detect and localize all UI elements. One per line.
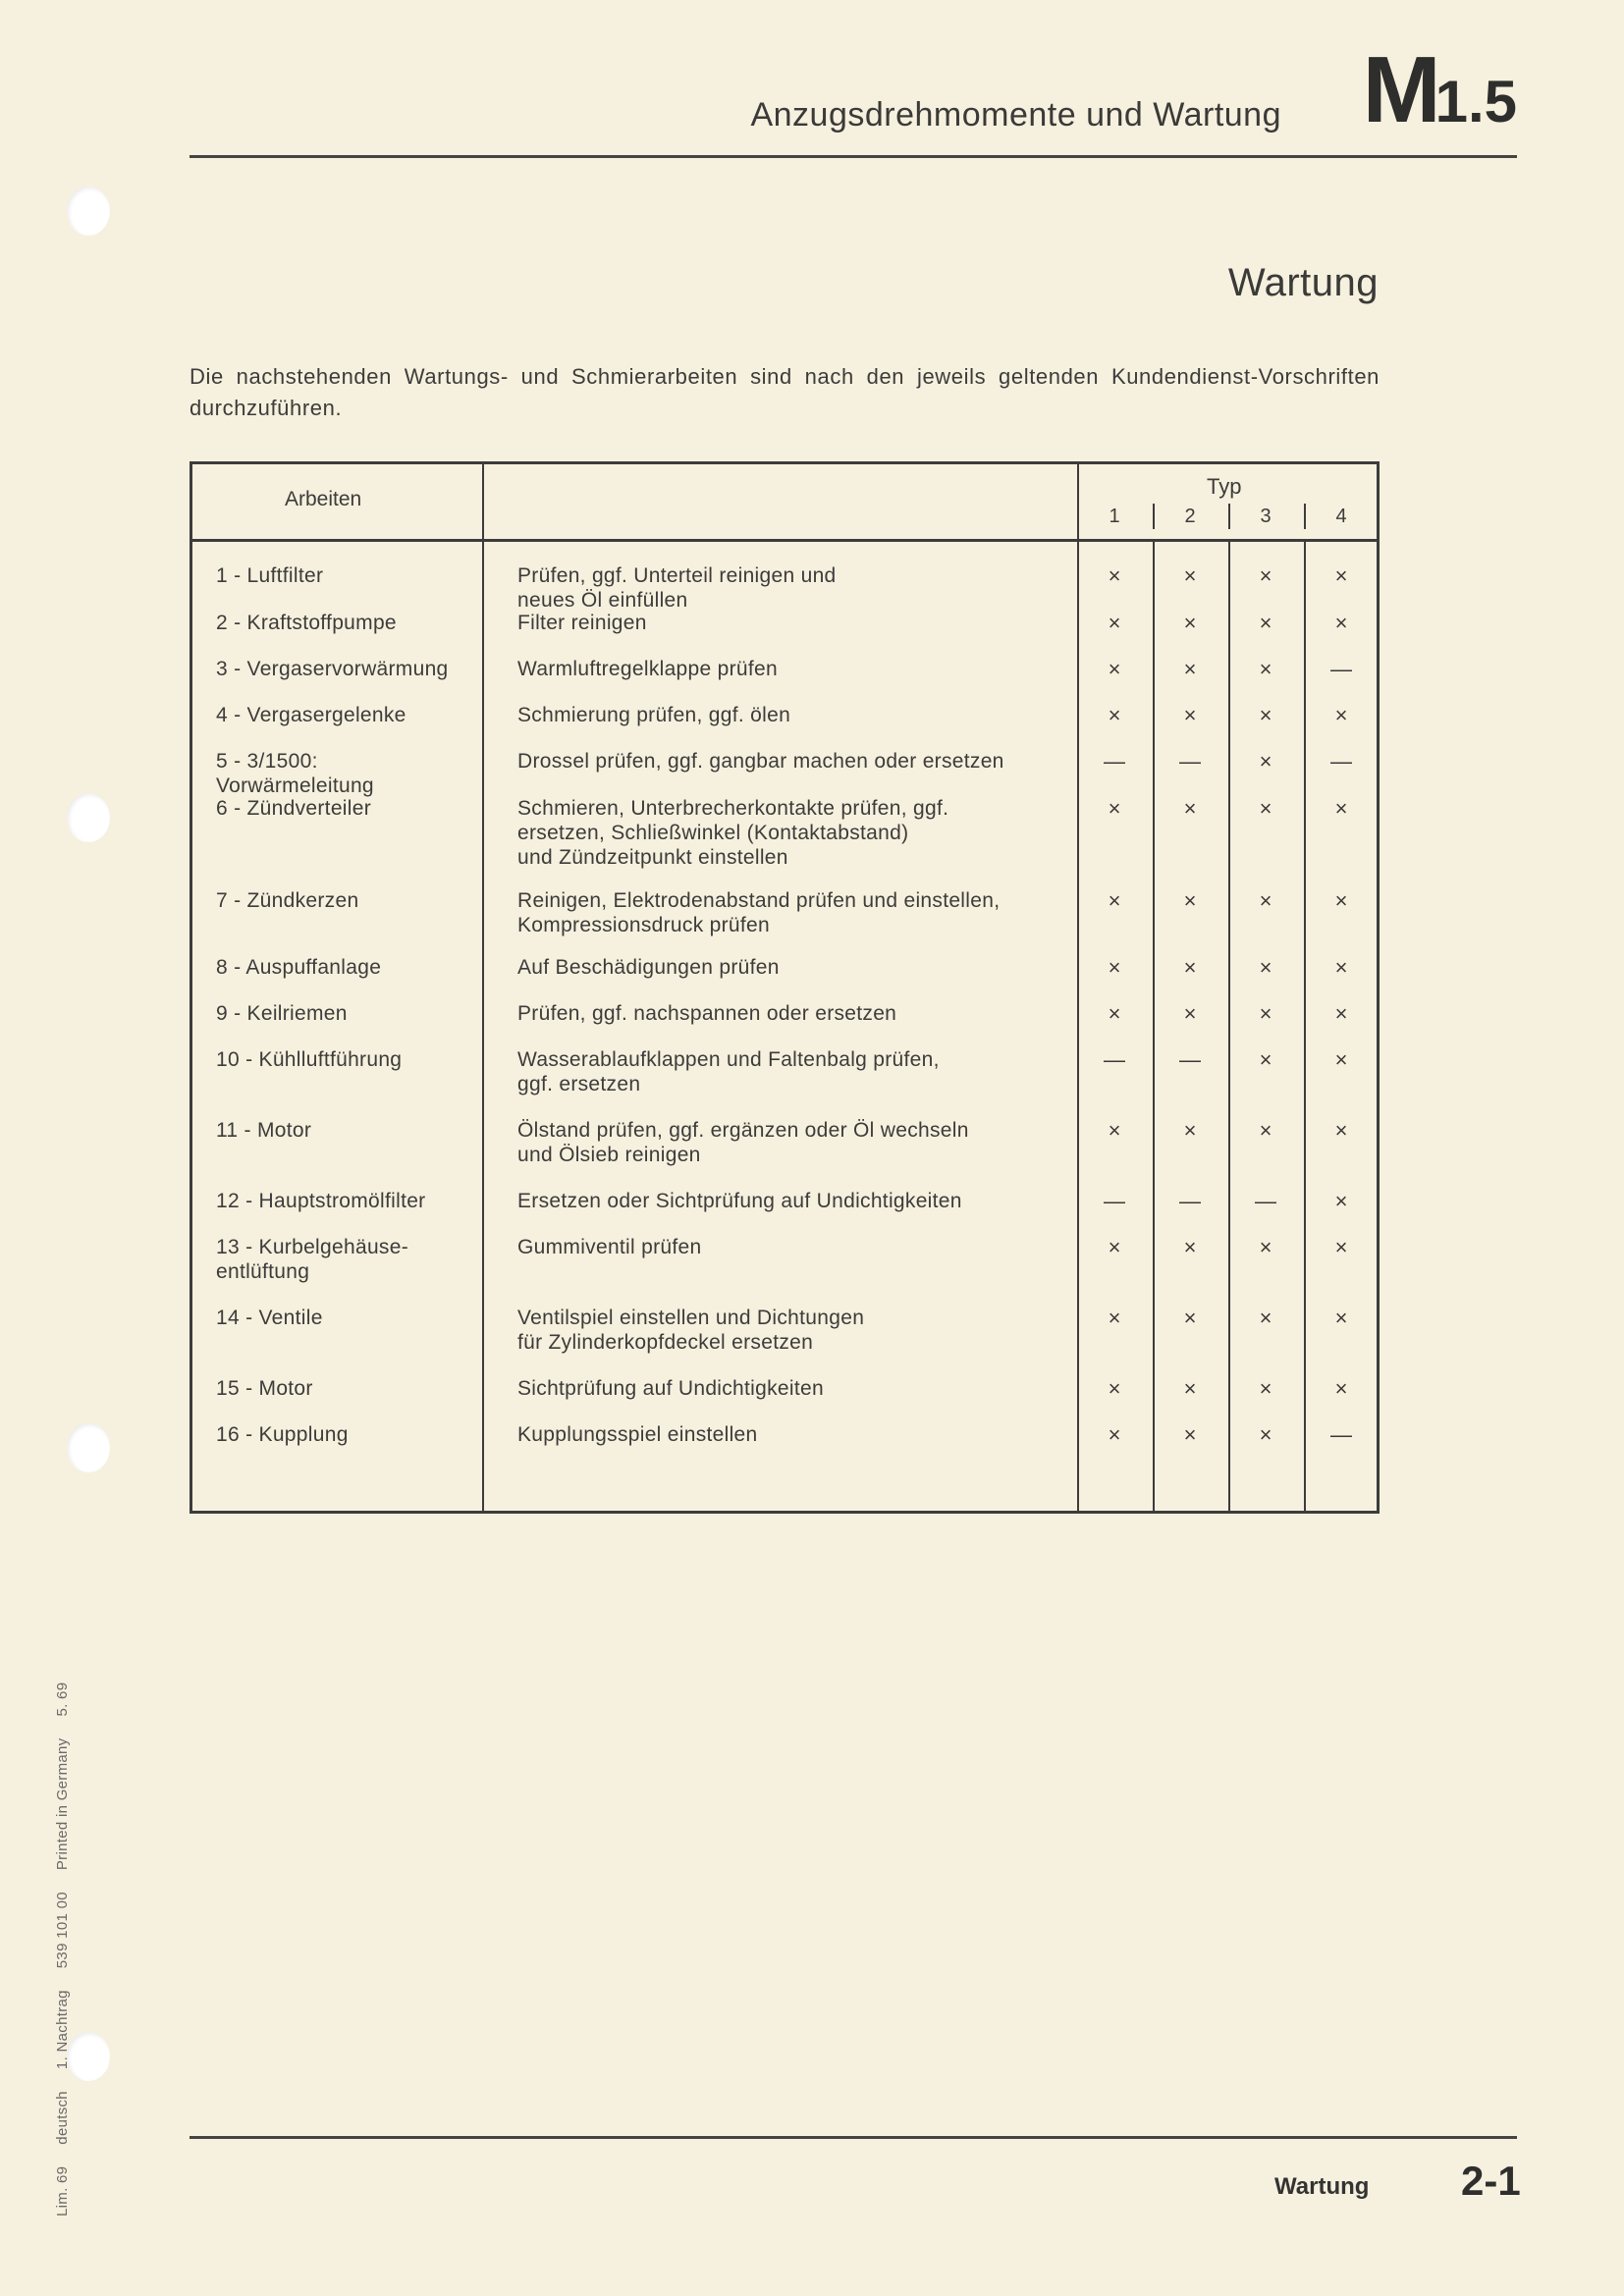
imprint-date: 5. 69 xyxy=(54,1682,71,1717)
row-item: 14 - Ventile xyxy=(216,1307,323,1329)
typ-number-4: 4 xyxy=(1335,506,1347,527)
typ-2-mark: × xyxy=(1183,563,1197,588)
typ-3-mark: × xyxy=(1259,1306,1272,1330)
typ-1-mark: × xyxy=(1108,1376,1121,1401)
footer-rule xyxy=(189,2136,1517,2139)
table-divider-typ xyxy=(1077,464,1079,1511)
row-item: 9 - Keilriemen xyxy=(216,1002,348,1025)
punch-hole-4 xyxy=(67,2032,110,2081)
typ-2-mark: × xyxy=(1183,1306,1197,1330)
intro-paragraph: Die nachstehenden Wartungs- und Schmierarbeiten sind nach den jeweils geltenden Kundendienst-Vorschriften durchzuführen. xyxy=(189,364,1380,420)
typ-2-mark: × xyxy=(1183,796,1197,821)
row-task: Prüfen, ggf. Unterteil reinigen und neues Öl einfüllen xyxy=(517,564,837,612)
page-header xyxy=(189,39,1517,159)
typ-3-mark: — xyxy=(1255,1189,1276,1213)
row-task: Schmieren, Unterbrecherkontakte prüfen, ggf. ersetzen, Schließwinkel (Kontaktabstand) und Zündzeitpunkt einstellen xyxy=(517,797,949,869)
typ-1-mark: × xyxy=(1108,1001,1121,1026)
typ-2-mark: — xyxy=(1179,1047,1201,1072)
row-task: Schmierung prüfen, ggf. ölen xyxy=(517,704,791,726)
section-code-number: 1.5 xyxy=(1435,69,1517,134)
typ-3-mark: × xyxy=(1259,703,1272,727)
typ-2-mark: — xyxy=(1179,749,1201,774)
imprint-line xyxy=(54,1661,71,2216)
typ-1-mark: × xyxy=(1108,1306,1121,1330)
typ-4-mark: — xyxy=(1330,1422,1352,1447)
row-task: Wasserablaufklappen und Faltenbalg prüfen, ggf. ersetzen xyxy=(517,1048,940,1095)
typ-4-mark: × xyxy=(1334,563,1348,588)
typ-4-mark: × xyxy=(1334,1306,1348,1330)
page-number: 2-1 xyxy=(1461,2158,1521,2204)
maintenance-table xyxy=(189,461,1380,1514)
row-item: 3 - Vergaservorwärmung xyxy=(216,658,449,680)
row-item: 5 - 3/1500: Vorwärmeleitung xyxy=(216,750,374,797)
typ-3-mark: × xyxy=(1259,796,1272,821)
row-item: 1 - Luftfilter xyxy=(216,564,324,587)
typ-1-mark: × xyxy=(1108,888,1121,913)
table-divider-typ-1 xyxy=(1153,539,1155,1511)
typ-4-mark: × xyxy=(1334,888,1348,913)
row-item: 15 - Motor xyxy=(216,1377,313,1400)
typ-2-mark: × xyxy=(1183,1422,1197,1447)
typ-1-mark: × xyxy=(1108,563,1121,588)
typ-4-mark: × xyxy=(1334,1047,1348,1072)
row-item: 2 - Kraftstoffpumpe xyxy=(216,612,397,634)
punch-hole-2 xyxy=(67,793,110,842)
typ-1-mark: × xyxy=(1108,1235,1121,1259)
row-task: Auf Beschädigungen prüfen xyxy=(517,956,780,979)
row-task: Ölstand prüfen, ggf. ergänzen oder Öl wechseln und Ölsieb reinigen xyxy=(517,1119,969,1166)
typ-1-mark: — xyxy=(1104,1189,1125,1213)
row-item: 12 - Hauptstromölfilter xyxy=(216,1190,426,1212)
row-task: Warmluftregelklappe prüfen xyxy=(517,658,778,680)
footer-label: Wartung xyxy=(1274,2173,1370,2200)
typ-2-mark: × xyxy=(1183,611,1197,635)
header-rule xyxy=(189,155,1517,158)
typ-tick-3 xyxy=(1304,504,1306,529)
typ-3-mark: × xyxy=(1259,1047,1272,1072)
typ-3-mark: × xyxy=(1259,1118,1272,1143)
typ-2-mark: — xyxy=(1179,1189,1201,1213)
imprint-supplement: 1. Nachtrag xyxy=(54,1990,71,2070)
typ-2-mark: × xyxy=(1183,1235,1197,1259)
row-item: 11 - Motor xyxy=(216,1119,312,1142)
imprint-part-number: 539 101 00 xyxy=(54,1892,71,1969)
typ-1-mark: × xyxy=(1108,1118,1121,1143)
typ-4-mark: × xyxy=(1334,611,1348,635)
typ-3-mark: × xyxy=(1259,749,1272,774)
typ-2-mark: × xyxy=(1183,1118,1197,1143)
row-task: Reinigen, Elektrodenabstand prüfen und einstellen, Kompressionsdruck prüfen xyxy=(517,889,1001,936)
section-title: Wartung xyxy=(1227,261,1379,304)
typ-2-mark: × xyxy=(1183,955,1197,980)
typ-3-mark: × xyxy=(1259,611,1272,635)
row-item: 7 - Zündkerzen xyxy=(216,889,359,912)
imprint-printed: Printed in Germany xyxy=(54,1737,71,1871)
typ-4-mark: × xyxy=(1334,955,1348,980)
typ-2-mark: × xyxy=(1183,657,1197,681)
section-code xyxy=(1362,37,1517,142)
typ-tick-2 xyxy=(1228,504,1230,529)
typ-1-mark: × xyxy=(1108,657,1121,681)
row-task: Ersetzen oder Sichtprüfung auf Undichtigkeiten xyxy=(517,1190,962,1212)
typ-1-mark: — xyxy=(1104,749,1125,774)
typ-4-mark: × xyxy=(1334,1235,1348,1259)
row-task: Prüfen, ggf. nachspannen oder ersetzen xyxy=(517,1002,897,1025)
typ-4-mark: × xyxy=(1334,1118,1348,1143)
typ-3-mark: × xyxy=(1259,563,1272,588)
typ-4-mark: × xyxy=(1334,796,1348,821)
typ-3-mark: × xyxy=(1259,1235,1272,1259)
punch-hole-1 xyxy=(67,187,110,236)
punch-hole-3 xyxy=(67,1423,110,1472)
typ-4-mark: — xyxy=(1330,657,1352,681)
typ-3-mark: × xyxy=(1259,657,1272,681)
row-task: Kupplungsspiel einstellen xyxy=(517,1423,758,1446)
typ-3-mark: × xyxy=(1259,1422,1272,1447)
section-code-letter: M xyxy=(1362,37,1435,142)
row-item: 8 - Auspuffanlage xyxy=(216,956,382,979)
typ-1-mark: × xyxy=(1108,955,1121,980)
header-title: Anzugsdrehmomente und Wartung xyxy=(750,96,1281,133)
row-task: Gummiventil prüfen xyxy=(517,1236,702,1258)
typ-tick-1 xyxy=(1153,504,1155,529)
imprint-language: deutsch xyxy=(54,2091,71,2145)
row-item: 4 - Vergasergelenke xyxy=(216,704,406,726)
typ-1-mark: × xyxy=(1108,796,1121,821)
typ-number-3: 3 xyxy=(1260,506,1272,527)
typ-4-mark: × xyxy=(1334,1376,1348,1401)
table-divider-typ-3 xyxy=(1304,539,1306,1511)
typ-3-mark: × xyxy=(1259,1001,1272,1026)
column-header-arbeiten: Arbeiten xyxy=(285,488,362,510)
typ-3-mark: × xyxy=(1259,888,1272,913)
typ-2-mark: × xyxy=(1183,1001,1197,1026)
row-task: Ventilspiel einstellen und Dichtungen für Zylinderkopfdeckel ersetzen xyxy=(517,1307,865,1354)
typ-4-mark: × xyxy=(1334,1189,1348,1213)
table-divider-typ-2 xyxy=(1228,539,1230,1511)
typ-2-mark: × xyxy=(1183,1376,1197,1401)
typ-4-mark: × xyxy=(1334,1001,1348,1026)
table-header-rule xyxy=(192,539,1377,542)
column-header-typ: Typ xyxy=(1207,474,1242,499)
imprint-edition: Lim. 69 xyxy=(54,2165,71,2216)
typ-1-mark: × xyxy=(1108,611,1121,635)
typ-3-mark: × xyxy=(1259,1376,1272,1401)
row-item: 13 - Kurbelgehäuse- entlüftung xyxy=(216,1236,408,1283)
typ-3-mark: × xyxy=(1259,955,1272,980)
typ-1-mark: — xyxy=(1104,1047,1125,1072)
row-task: Filter reinigen xyxy=(517,612,647,634)
typ-4-mark: — xyxy=(1330,749,1352,774)
typ-1-mark: × xyxy=(1108,703,1121,727)
row-item: 16 - Kupplung xyxy=(216,1423,349,1446)
row-item: 6 - Zündverteiler xyxy=(216,797,371,820)
typ-number-2: 2 xyxy=(1184,506,1196,527)
row-task: Drossel prüfen, ggf. gangbar machen oder ersetzen xyxy=(517,750,1004,773)
row-task: Sichtprüfung auf Undichtigkeiten xyxy=(517,1377,824,1400)
typ-1-mark: × xyxy=(1108,1422,1121,1447)
row-item: 10 - Kühlluftführung xyxy=(216,1048,403,1071)
typ-number-1: 1 xyxy=(1109,506,1120,527)
typ-2-mark: × xyxy=(1183,703,1197,727)
typ-2-mark: × xyxy=(1183,888,1197,913)
typ-4-mark: × xyxy=(1334,703,1348,727)
